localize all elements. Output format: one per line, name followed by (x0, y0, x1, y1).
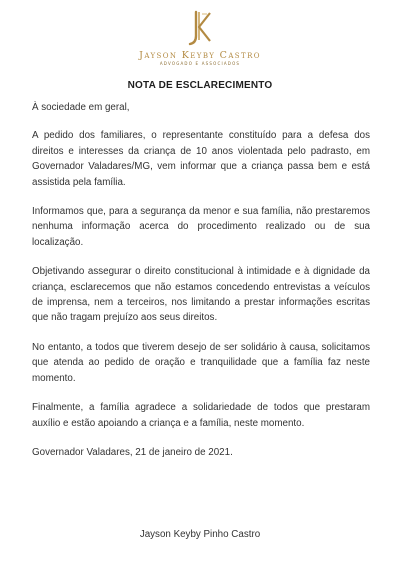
place-date: Governador Valadares, 21 de janeiro de 2021. (32, 446, 233, 458)
signature: Jayson Keyby Pinho Castro (139, 529, 261, 540)
letterhead (0, 10, 400, 67)
document-title: NOTA DE ESCLARECIMENTO (127, 80, 273, 91)
paragraph-2: Informamos que, para a segurança da menor e sua família, não prestaremos nenhuma informação acerca do procedimento realizado ou de sua localização. (32, 206, 370, 248)
firm-name: Jayson Keyby Castro (139, 50, 261, 61)
jk-monogram-icon (187, 10, 213, 48)
paragraph-1: A pedido dos familiares, o representante constituído para a defesa dos direitos e interesses da criança de 10 anos violentada pelo padrasto, em Governador Valadares/MG, vem informar que a criança passa bem e está assistida pela família. (32, 130, 370, 188)
greeting: À sociedade em geral, (32, 102, 130, 113)
firm-subtitle: ADVOGADO E ASSOCIADOS (159, 61, 241, 66)
document-body (32, 100, 370, 474)
paragraph-3: Objetivando assegurar o direito constitucional à intimidade e à dignidade da criança, esclarecemos que não estamos concedendo entrevistas a veículos de imprensa, nem a terceiros, nos limitando a prestar informações escritas que não tragam prejuízo aos seus direitos. (32, 266, 370, 324)
paragraph-4: No entanto, a todos que tiverem desejo de ser solidário à causa, solicitamos que atenda ao pedido de oração e tranquilidade que a família faz neste momento. (32, 341, 370, 384)
paragraph-5: Finalmente, a família agradece a solidariedade de todos que prestaram auxílio e estão apoiando a criança e a família, neste momento. (32, 402, 370, 429)
